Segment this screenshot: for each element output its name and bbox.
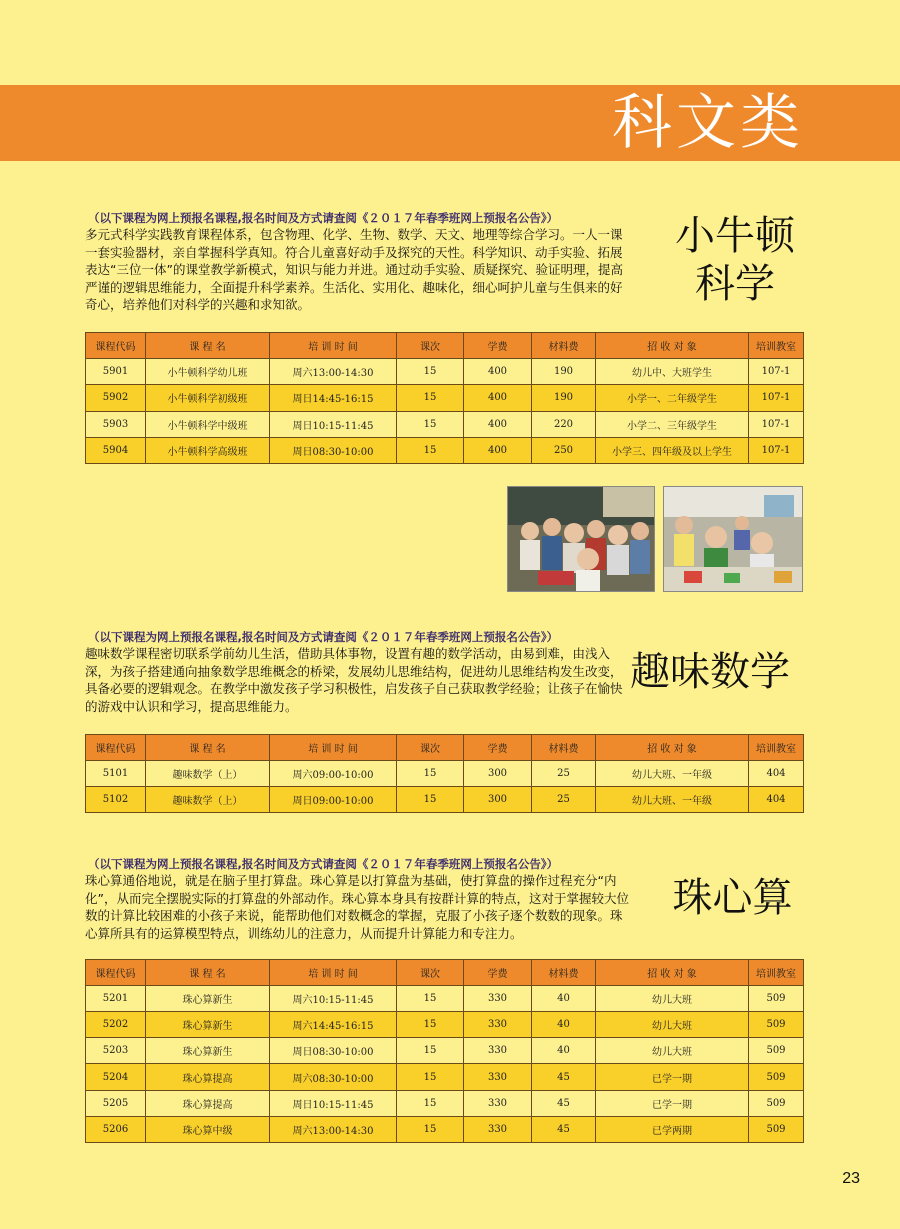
table-cell: 300 — [464, 787, 532, 813]
table-cell: 周六14:45-16:15 — [270, 1012, 397, 1038]
table-cell: 107-1 — [749, 359, 804, 385]
table-cell: 400 — [464, 385, 532, 411]
table-cell: 400 — [464, 359, 532, 385]
course-title — [650, 212, 820, 308]
table-row — [86, 1012, 804, 1038]
table-cell: 5904 — [86, 437, 146, 463]
table-cell: 330 — [464, 986, 532, 1012]
table-cell: 25 — [532, 787, 596, 813]
table-cell: 15 — [397, 437, 464, 463]
category-banner — [0, 85, 900, 161]
table-cell: 周日14:45-16:15 — [270, 385, 397, 411]
table-cell: 幼儿大班、一年级 — [596, 787, 749, 813]
table-cell: 已学一期 — [596, 1090, 749, 1116]
table-row — [86, 1038, 804, 1064]
course-title-line: 小牛顿 — [675, 213, 795, 259]
table-cell: 5901 — [86, 359, 146, 385]
table-cell: 509 — [749, 1064, 804, 1090]
classroom-photo — [507, 486, 655, 592]
table-cell: 周日10:15-11:45 — [270, 1090, 397, 1116]
course-title-line: 科学 — [695, 261, 775, 307]
table-cell: 小学三、四年级及以上学生 — [596, 437, 749, 463]
column-header: 招 收 对 象 — [596, 333, 749, 359]
table-cell: 幼儿大班 — [596, 1038, 749, 1064]
classroom-photo — [663, 486, 803, 592]
course-title-line: 珠心算 — [672, 875, 793, 921]
column-header: 培 训 时 间 — [270, 960, 397, 986]
table-cell: 幼儿大班、一年级 — [596, 761, 749, 787]
registration-notice: （以下课程为网上预报名课程,报名时间及方式请查阅《２０１７年春季班网上预报名公告》） — [88, 211, 559, 225]
table-header-row — [86, 735, 804, 761]
table-cell: 趣味数学（上） — [146, 787, 270, 813]
table-cell: 周日09:00-10:00 — [270, 787, 397, 813]
table-cell: 珠心算中级 — [146, 1116, 270, 1142]
table-row — [86, 986, 804, 1012]
table-cell: 珠心算新生 — [146, 1012, 270, 1038]
column-header: 材料费 — [532, 960, 596, 986]
table-cell: 40 — [532, 986, 596, 1012]
column-header: 课程代码 — [86, 735, 146, 761]
table-cell: 45 — [532, 1116, 596, 1142]
table-cell: 15 — [397, 787, 464, 813]
table-cell: 40 — [532, 1012, 596, 1038]
course-description: 多元式科学实践教育课程体系，包含物理、化学、生物、数学、天文、地理等综合学习。一人一课一套实验器材，亲自掌握科学真知。符合儿童喜好动手及探究的天性。科学知识、动手实验、拓展表达“三位一体”的课堂教学新模式，知识与能力并进。通过动手实验、质疑探究、验证明理，提高严谨的逻辑思维能力，全面提升科学素养。生活化、实用化、趣味化，细心呵护儿童与生俱来的好奇心，培养他们对科学的兴趣和求知欲。 — [85, 227, 623, 312]
table-row — [86, 437, 804, 463]
table-cell: 幼儿大班 — [596, 986, 749, 1012]
table-cell: 15 — [397, 359, 464, 385]
table-row — [86, 1116, 804, 1142]
table-cell: 5101 — [86, 761, 146, 787]
registration-notice: （以下课程为网上预报名课程,报名时间及方式请查阅《２０１７年春季班网上预报名公告》） — [88, 630, 559, 644]
table-cell: 5206 — [86, 1116, 146, 1142]
course-title — [650, 874, 815, 922]
table-cell: 趣味数学（上） — [146, 761, 270, 787]
table-row — [86, 385, 804, 411]
table-cell: 周六10:15-11:45 — [270, 986, 397, 1012]
table-cell: 周日08:30-10:00 — [270, 437, 397, 463]
table-row — [86, 359, 804, 385]
table-row — [86, 1064, 804, 1090]
column-header: 学费 — [464, 960, 532, 986]
table-cell: 小牛顿科学初级班 — [146, 385, 270, 411]
table-cell: 330 — [464, 1116, 532, 1142]
table-cell: 509 — [749, 1090, 804, 1116]
table-cell: 15 — [397, 1064, 464, 1090]
column-header: 招 收 对 象 — [596, 735, 749, 761]
table-cell: 珠心算提高 — [146, 1064, 270, 1090]
table-cell: 15 — [397, 986, 464, 1012]
table-cell: 已学一期 — [596, 1064, 749, 1090]
table-cell: 400 — [464, 437, 532, 463]
table-row — [86, 1090, 804, 1116]
table-cell: 330 — [464, 1064, 532, 1090]
table-cell: 15 — [397, 1116, 464, 1142]
column-header: 课次 — [397, 333, 464, 359]
table-cell: 小牛顿科学高级班 — [146, 437, 270, 463]
table-header-row — [86, 960, 804, 986]
table-cell: 5202 — [86, 1012, 146, 1038]
course-title-line: 趣味数学 — [630, 649, 790, 695]
column-header: 培 训 时 间 — [270, 333, 397, 359]
table-cell: 15 — [397, 411, 464, 437]
table-cell: 周日08:30-10:00 — [270, 1038, 397, 1064]
table-cell: 509 — [749, 1038, 804, 1064]
table-cell: 509 — [749, 986, 804, 1012]
table-cell: 已学两期 — [596, 1116, 749, 1142]
table-cell: 15 — [397, 385, 464, 411]
column-header: 课 程 名 — [146, 333, 270, 359]
table-cell: 小牛顿科学中级班 — [146, 411, 270, 437]
table-cell: 小学一、二年级学生 — [596, 385, 749, 411]
column-header: 课程代码 — [86, 333, 146, 359]
table-cell: 15 — [397, 761, 464, 787]
table-cell: 5203 — [86, 1038, 146, 1064]
table-cell: 330 — [464, 1038, 532, 1064]
table-cell: 15 — [397, 1012, 464, 1038]
table-cell: 509 — [749, 1116, 804, 1142]
table-cell: 45 — [532, 1064, 596, 1090]
course-table — [85, 959, 804, 1143]
table-row — [86, 411, 804, 437]
registration-notice: （以下课程为网上预报名课程,报名时间及方式请查阅《２０１７年春季班网上预报名公告》） — [88, 857, 559, 871]
table-cell: 45 — [532, 1090, 596, 1116]
column-header: 材料费 — [532, 735, 596, 761]
column-header: 培 训 时 间 — [270, 735, 397, 761]
table-cell: 周六09:00-10:00 — [270, 761, 397, 787]
table-cell: 5201 — [86, 986, 146, 1012]
column-header: 学费 — [464, 735, 532, 761]
category-title: 科文类 — [612, 88, 804, 158]
table-cell: 404 — [749, 787, 804, 813]
column-header: 招 收 对 象 — [596, 960, 749, 986]
table-cell: 107-1 — [749, 385, 804, 411]
table-cell: 190 — [532, 385, 596, 411]
table-cell: 小牛顿科学幼儿班 — [146, 359, 270, 385]
course-description: 趣味数学课程密切联系学前幼儿生活，借助具体事物，设置有趣的数学活动，由易到难，由浅入深，为孩子搭建通向抽象数学思维概念的桥梁，发展幼儿思维结构，促进幼儿思维结构发生改变，具备必要的逻辑观念。在教学中激发孩子学习积极性，启发孩子自己获取教学经验；让孩子在愉快的游戏中认识和学习，提高思维能力。 — [85, 646, 623, 714]
course-description: 珠心算通俗地说，就是在脑子里打算盘。珠心算是以打算盘为基础，使打算盘的操作过程充分“内化”，从而完全摆脱实际的打算盘的外部动作。珠心算本身具有按群计算的特点，这对于掌握较大位数的计算比较困难的小孩子来说，能帮助他们对数概念的掌握，克服了小孩子逐个数数的现象。珠心算所具有的运算模型特点，训练幼儿的注意力，从而提升计算能力和专注力。 — [85, 873, 629, 941]
course-table — [85, 734, 804, 813]
table-cell: 107-1 — [749, 437, 804, 463]
table-cell: 珠心算提高 — [146, 1090, 270, 1116]
table-cell: 400 — [464, 411, 532, 437]
table-cell: 40 — [532, 1038, 596, 1064]
table-cell: 220 — [532, 411, 596, 437]
table-cell: 250 — [532, 437, 596, 463]
table-cell: 330 — [464, 1090, 532, 1116]
table-cell: 509 — [749, 1012, 804, 1038]
table-cell: 5903 — [86, 411, 146, 437]
column-header: 课次 — [397, 960, 464, 986]
table-cell: 190 — [532, 359, 596, 385]
table-cell: 周日10:15-11:45 — [270, 411, 397, 437]
table-cell: 珠心算新生 — [146, 1038, 270, 1064]
table-cell: 15 — [397, 1090, 464, 1116]
table-cell: 5902 — [86, 385, 146, 411]
column-header: 培训教室 — [749, 333, 804, 359]
column-header: 课 程 名 — [146, 960, 270, 986]
table-cell: 404 — [749, 761, 804, 787]
course-table — [85, 332, 804, 464]
table-cell: 107-1 — [749, 411, 804, 437]
column-header: 课 程 名 — [146, 735, 270, 761]
table-cell: 5204 — [86, 1064, 146, 1090]
column-header: 课程代码 — [86, 960, 146, 986]
column-header: 材料费 — [532, 333, 596, 359]
table-header-row — [86, 333, 804, 359]
table-cell: 幼儿中、大班学生 — [596, 359, 749, 385]
table-cell: 珠心算新生 — [146, 986, 270, 1012]
table-cell: 300 — [464, 761, 532, 787]
column-header: 培训教室 — [749, 735, 804, 761]
table-cell: 周六08:30-10:00 — [270, 1064, 397, 1090]
table-cell: 15 — [397, 1038, 464, 1064]
table-cell: 周六13:00-14:30 — [270, 1116, 397, 1142]
page-number: 23 — [842, 1170, 860, 1187]
table-cell: 5205 — [86, 1090, 146, 1116]
table-row — [86, 761, 804, 787]
table-cell: 幼儿大班 — [596, 1012, 749, 1038]
table-cell: 5102 — [86, 787, 146, 813]
table-row — [86, 787, 804, 813]
course-title — [610, 648, 810, 696]
table-cell: 25 — [532, 761, 596, 787]
column-header: 课次 — [397, 735, 464, 761]
table-cell: 周六13:00-14:30 — [270, 359, 397, 385]
column-header: 学费 — [464, 333, 532, 359]
table-cell: 小学二、三年级学生 — [596, 411, 749, 437]
column-header: 培训教室 — [749, 960, 804, 986]
table-cell: 330 — [464, 1012, 532, 1038]
